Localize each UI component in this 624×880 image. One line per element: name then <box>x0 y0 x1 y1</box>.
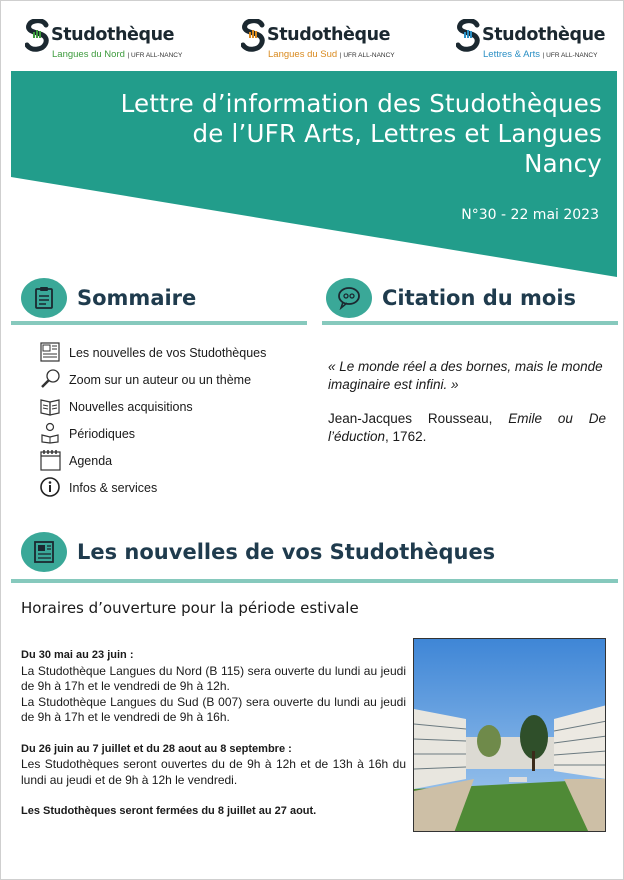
logo-subtitle <box>52 49 182 60</box>
sommaire-item-label: Nouvelles acquisitions <box>69 400 193 414</box>
citation-source <box>328 410 606 446</box>
news-rule <box>11 579 618 583</box>
sommaire-heading <box>21 278 311 324</box>
citation-quote: « Le monde réel a des bornes, mais le monde imaginaire est infini. » <box>328 359 603 392</box>
citation-heading <box>326 278 616 324</box>
logo-subtitle-text: Langues du Nord <box>52 49 125 60</box>
issue-number-date: N°30 - 22 mai 2023 <box>461 207 599 223</box>
sommaire-item-label: Infos & services <box>69 481 158 495</box>
studotheque-s-icon <box>456 19 482 53</box>
reader-icon <box>39 422 63 444</box>
news-paragraph: La Studothèque Langues du Sud (B 007) sera ouverte du lundi au jeudi de 9h à 17h et le vendredi de 9h à 16h. <box>21 694 406 724</box>
news-body <box>21 647 406 820</box>
calendar-icon <box>39 449 63 471</box>
news-paragraph: Les Studothèques seront ouvertes du de 9h à 12h et de 13h à 16h du lundi au jeudi et de 9h à 12h le vendredi. <box>21 757 406 787</box>
logo-wordmark: Studothèque <box>267 25 391 45</box>
news-title: Les nouvelles de vos Studothèques <box>77 540 496 564</box>
studotheque-s-icon <box>241 19 267 53</box>
title-line: de l’UFR Arts, Lettres et Langues <box>192 119 602 148</box>
sommaire-item-label: Agenda <box>69 454 113 468</box>
closure-notice: Les Studothèques seront fermées du 8 juillet au 27 aout. <box>21 805 317 817</box>
sommaire-rule <box>11 321 307 325</box>
sommaire-item-label: Zoom sur un auteur ou un thème <box>69 373 252 387</box>
sommaire-item-label: Les nouvelles de vos Studothèques <box>69 346 267 360</box>
sommaire-title: Sommaire <box>77 286 197 310</box>
header-band <box>11 71 617 281</box>
campus-photo <box>413 638 606 832</box>
news-subtitle: Horaires d’ouverture pour la période estivale <box>21 599 359 617</box>
info-icon <box>39 476 63 498</box>
news-heading <box>21 532 581 578</box>
magnifier-icon <box>39 368 63 390</box>
sommaire-item-label: Périodiques <box>69 427 136 441</box>
newsletter-title <box>22 89 602 179</box>
logo-wordmark: Studothèque <box>482 25 606 45</box>
newspaper-icon <box>21 532 67 572</box>
citation-rule <box>322 321 618 325</box>
speech-bubble-icon <box>326 278 372 318</box>
logo-wordmark: Studothèque <box>51 25 175 45</box>
citation-title: Citation du mois <box>382 286 577 310</box>
newspaper-icon <box>39 341 63 363</box>
logo-ufr: | UFR ALL-NANCY <box>339 52 395 59</box>
logo-row <box>1 1 624 71</box>
citation-work: Emile ou De l’éduction <box>328 411 606 444</box>
open-book-icon <box>39 395 63 417</box>
logo-ufr: | UFR ALL-NANCY <box>542 52 598 59</box>
citation-block <box>328 358 606 446</box>
logo-subtitle-text: Langues du Sud <box>268 49 338 60</box>
citation-year: , 1762. <box>385 429 427 444</box>
logo-ufr: | UFR ALL-NANCY <box>127 52 183 59</box>
news-paragraph: La Studothèque Langues du Nord (B 115) sera ouverte du lundi au jeudi de 9h à 17h et le vendredi de 9h à 12h. <box>21 663 406 693</box>
period-heading: Du 26 juin au 7 juillet et du 28 aout au 8 septembre : <box>21 742 292 755</box>
logo-subtitle-text: Lettres & Arts <box>483 49 541 60</box>
studotheque-s-icon <box>25 19 51 53</box>
campus-building-image <box>414 639 606 832</box>
title-line: Lettre d’information des Studothèques <box>120 89 602 118</box>
logo-subtitle <box>483 49 597 60</box>
period-heading: Du 30 mai au 23 juin : <box>21 649 134 661</box>
clipboard-icon <box>21 278 67 318</box>
logo-subtitle <box>268 49 395 60</box>
title-line: Nancy <box>524 149 602 178</box>
citation-author: Jean-Jacques Rousseau, <box>328 411 493 426</box>
